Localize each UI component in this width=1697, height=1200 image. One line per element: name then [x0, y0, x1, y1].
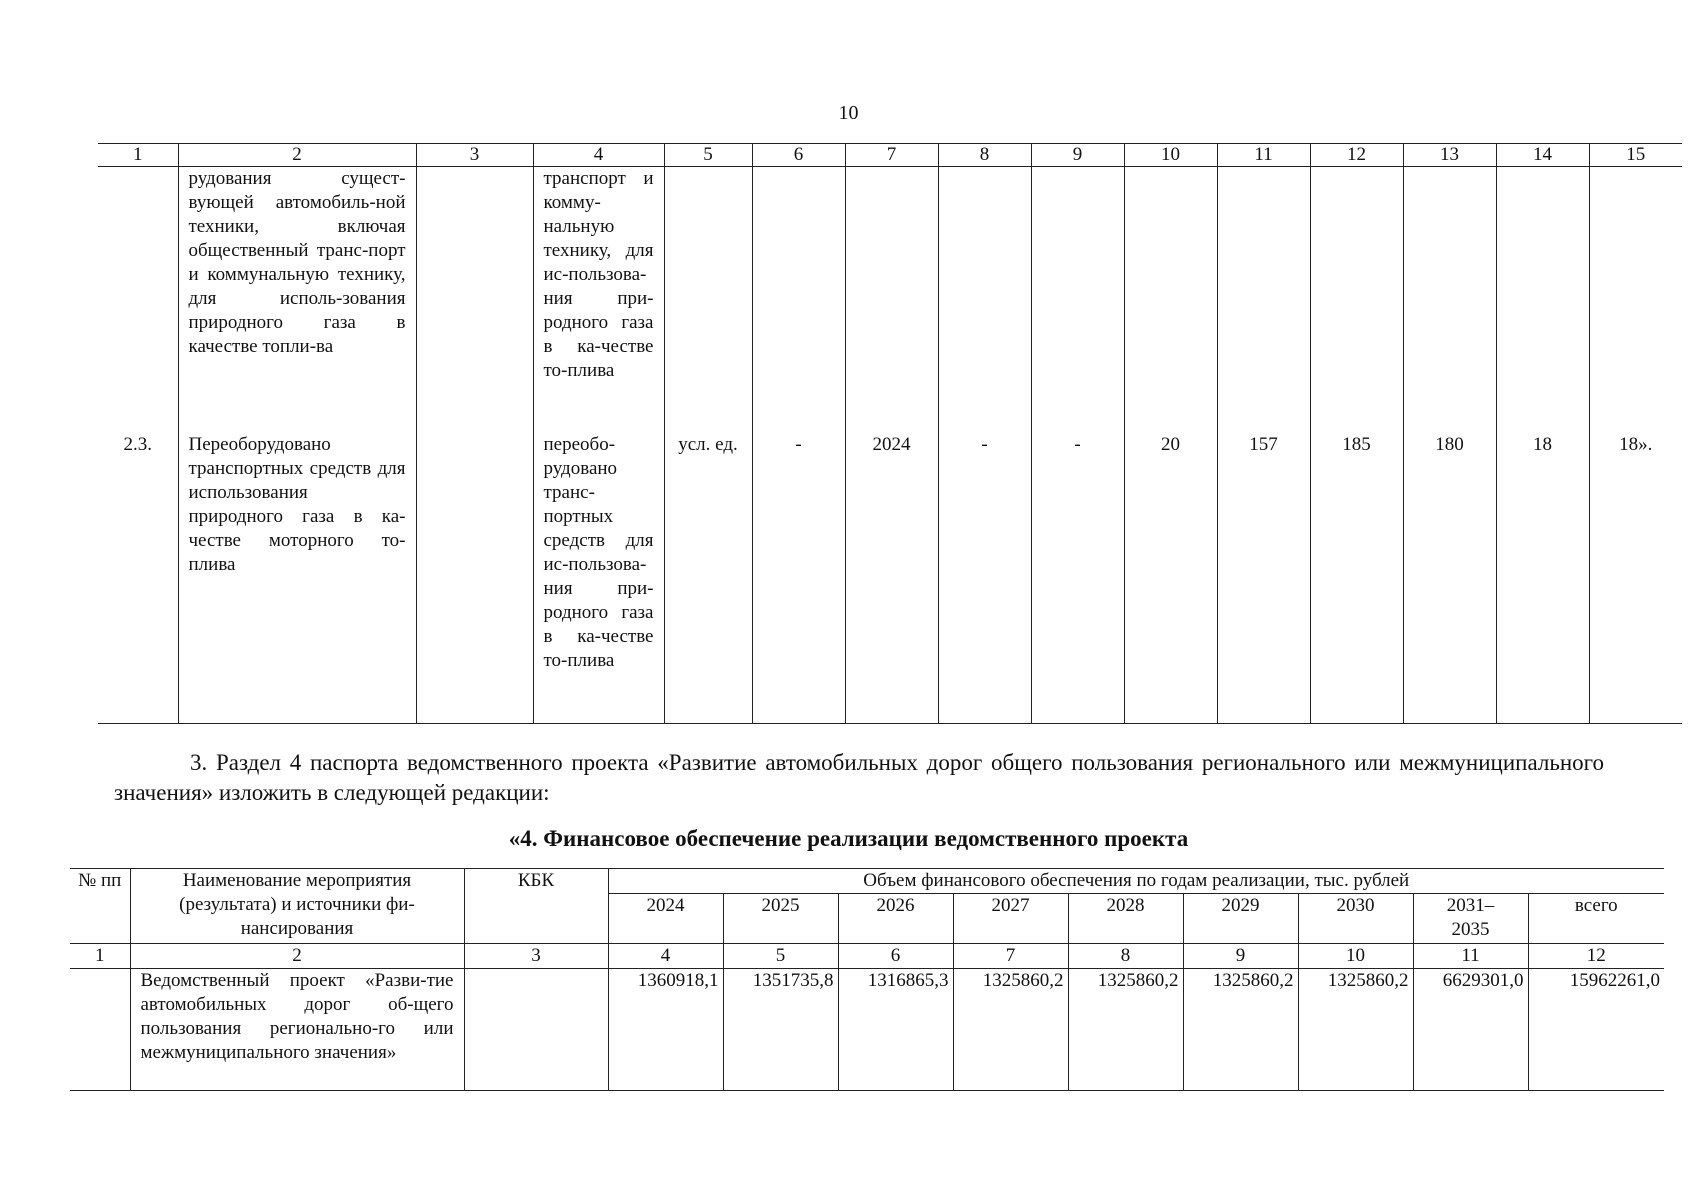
column-number: 5 — [723, 944, 838, 969]
column-number: 8 — [1068, 944, 1183, 969]
table-cell: 1325860,2 — [1068, 969, 1183, 1091]
column-number: 7 — [845, 144, 938, 167]
column-number: 2 — [130, 944, 464, 969]
column-number: 7 — [953, 944, 1068, 969]
table-cell — [1217, 167, 1310, 433]
table-cell — [1589, 167, 1682, 433]
table-cell — [845, 167, 938, 433]
table-cell — [1031, 167, 1124, 433]
column-header-year: 2024 — [608, 894, 723, 944]
table-cell — [664, 167, 752, 433]
table-cell — [1124, 167, 1217, 433]
table-cell — [1403, 167, 1496, 433]
column-header-year: 2029 — [1183, 894, 1298, 944]
column-number: 11 — [1413, 944, 1528, 969]
table-cell: - — [752, 433, 845, 724]
table-cell: переобо-рудовано транс-портных средств для ис-пользова-ния при-родного газа в ка-честве то-плива — [533, 433, 664, 724]
column-number: 2 — [178, 144, 416, 167]
column-header-year: 2030 — [1298, 894, 1413, 944]
column-number: 12 — [1528, 944, 1664, 969]
table-cell: 1316865,3 — [838, 969, 953, 1091]
table-cell: 1325860,2 — [1298, 969, 1413, 1091]
column-header-number: № пп — [70, 869, 130, 944]
table-cell — [464, 969, 608, 1091]
table-cell: 1360918,1 — [608, 969, 723, 1091]
table-cell: 1351735,8 — [723, 969, 838, 1091]
table-header-row — [98, 144, 1682, 167]
table-cell: 185 — [1310, 433, 1403, 724]
column-number: 12 — [1310, 144, 1403, 167]
column-header-year: 2031– 2035 — [1413, 894, 1528, 944]
column-number: 3 — [464, 944, 608, 969]
table-cell: 18». — [1589, 433, 1682, 724]
table-cell — [1496, 167, 1589, 433]
table-cell: усл. ед. — [664, 433, 752, 724]
column-number: 9 — [1031, 144, 1124, 167]
table-header-row — [70, 869, 1664, 894]
column-header-year: 2027 — [953, 894, 1068, 944]
column-number: 11 — [1217, 144, 1310, 167]
column-header-year: 2028 — [1068, 894, 1183, 944]
indicators-table — [98, 143, 1682, 724]
table-cell: 2.3. — [98, 433, 178, 724]
table-row — [98, 433, 1682, 724]
column-header-total: всего — [1528, 894, 1664, 944]
table-cell: Переоборудовано транспортных средств для использования природного газа в ка-честве моторного то-плива — [178, 433, 416, 724]
column-number: 4 — [608, 944, 723, 969]
column-number: 8 — [938, 144, 1031, 167]
table-cell: Ведомственный проект «Разви-тие автомобильных дорог об-щего пользования регионально-го или межмуниципального значения» — [130, 969, 464, 1091]
column-header-volume: Объем финансового обеспечения по годам реализации, тыс. рублей — [608, 869, 1664, 894]
table-cell — [416, 433, 533, 724]
table-cell — [938, 167, 1031, 433]
column-header-year: 2025 — [723, 894, 838, 944]
column-header-year: 2026 — [838, 894, 953, 944]
column-number: 14 — [1496, 144, 1589, 167]
table-cell — [752, 167, 845, 433]
column-number: 5 — [664, 144, 752, 167]
table-cell: - — [938, 433, 1031, 724]
table-cell: 157 — [1217, 433, 1310, 724]
column-number: 4 — [533, 144, 664, 167]
page-number: 10 — [838, 102, 859, 124]
section-heading: «4. Финансовое обеспечение реализации ведомственного проекта — [508, 826, 1189, 851]
table-cell: - — [1031, 433, 1124, 724]
table-cell: 6629301,0 — [1413, 969, 1528, 1091]
table-row — [98, 167, 1682, 433]
table-cell: 1325860,2 — [1183, 969, 1298, 1091]
table-cell: 20 — [1124, 433, 1217, 724]
column-number: 1 — [70, 944, 130, 969]
table-cell — [416, 167, 533, 433]
table-cell: 15962261,0 — [1528, 969, 1664, 1091]
table-row — [70, 969, 1664, 1091]
body-paragraph: 3. Раздел 4 паспорта ведомственного проекта «Развитие автомобильных дорог общего пользования регионального или межмуниципального значения» изложить в следующей редакции: — [114, 750, 1604, 805]
column-number: 3 — [416, 144, 533, 167]
column-number: 6 — [752, 144, 845, 167]
column-number: 15 — [1589, 144, 1682, 167]
column-number: 10 — [1298, 944, 1413, 969]
table-cell: 1325860,2 — [953, 969, 1068, 1091]
column-number: 1 — [98, 144, 178, 167]
column-number: 10 — [1124, 144, 1217, 167]
table-index-row — [70, 944, 1664, 969]
table-cell: 2024 — [845, 433, 938, 724]
table-cell: 180 — [1403, 433, 1496, 724]
table-cell — [70, 969, 130, 1091]
column-number: 9 — [1183, 944, 1298, 969]
financing-table — [70, 868, 1664, 1091]
table-cell — [98, 167, 178, 433]
column-number: 13 — [1403, 144, 1496, 167]
table-cell: 18 — [1496, 433, 1589, 724]
table-cell — [1310, 167, 1403, 433]
column-number: 6 — [838, 944, 953, 969]
table-cell: рудования сущест-вующей автомобиль-ной техники, включая общественный транс-порт и коммунальную технику, для исполь-зования природного газа в качестве топли-ва — [178, 167, 416, 433]
table-cell: транспорт и комму-нальную технику, для ис-пользова-ния при-родного газа в ка-честве то-плива — [533, 167, 664, 433]
column-header-name: Наименование мероприятия (результата) и источники фи-нансирования — [130, 869, 464, 944]
column-header-kbk: КБК — [464, 869, 608, 944]
